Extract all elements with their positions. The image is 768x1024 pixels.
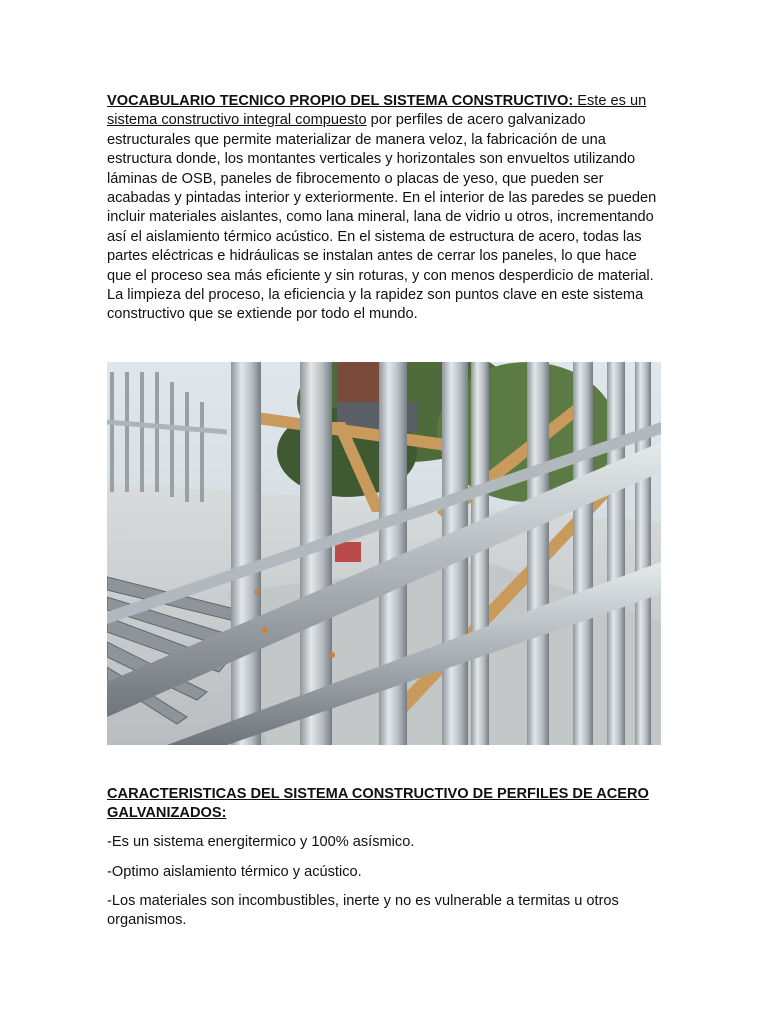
list-item: -Los materiales son incombustibles, inerte y no es vulnerable a termitas u otros organismos. xyxy=(107,893,619,929)
list-item: -Es un sistema energitermico y 100% asísmico. xyxy=(107,834,415,850)
intro-lead: Este es un sistema constructivo integral compuesto xyxy=(107,93,647,129)
list-item: -Optimo aislamiento térmico y acústico. xyxy=(107,864,362,880)
section-heading: CARACTERISTICAS DEL SISTEMA CONSTRUCTIVO DE PERFILES DE ACERO GALVANIZADOS: xyxy=(107,786,649,822)
intro-body: por perfiles de acero galvanizado estructurales que permite materializar de manera veloz, la fabricación de una estructura donde, los montantes verticales y horizontales son envueltos utilizando láminas de OSB, paneles de fibrocemento o placas de yeso, que pueden ser acabadas y pintadas interior y exteriormente. En el interior de las paredes se pueden incluir materiales aislantes, como lana mineral, lana de vidrio u otros, incrementando así el aislamiento térmico acústico. En el sistema de estructura de acero, todas las partes eléctricas e hidráulicas se instalan antes de cerrar los paneles, lo que hace que el proceso sea más eficiente y sin roturas, y con menos desperdicio de material. La limpieza del proceso, la eficiencia y la rapidez son puntos clave en este sistema constructivo que se extiende por todo el mundo. xyxy=(107,112,657,323)
steel-frame-photo xyxy=(107,362,661,745)
intro-heading: VOCABULARIO TECNICO PROPIO DEL SISTEMA CONSTRUCTIVO: xyxy=(107,93,574,109)
intro-paragraph xyxy=(107,92,662,325)
